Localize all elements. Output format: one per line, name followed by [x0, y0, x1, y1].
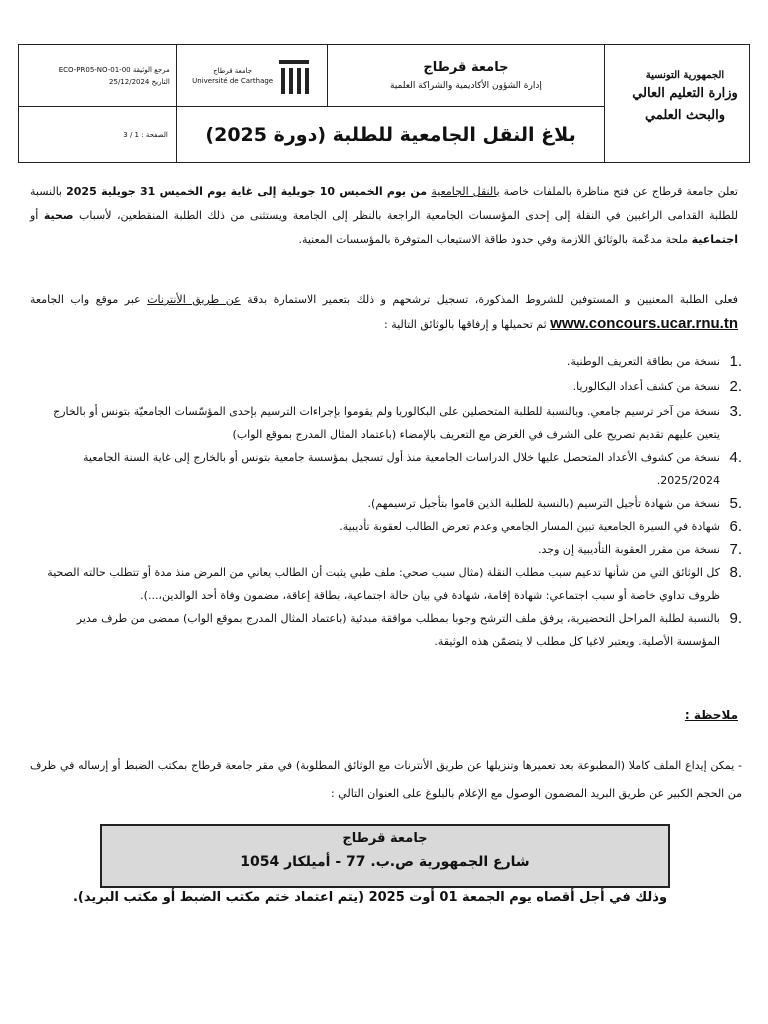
item-number: 1. [729, 353, 742, 370]
date-label: التاريخ [151, 77, 170, 86]
doc-date: 25/12/2024 [109, 77, 150, 86]
columns-icon [277, 56, 311, 96]
item-number: 7. [729, 541, 742, 558]
list-item [30, 400, 742, 446]
intro-link-transfer: بالنقل الجامعية [431, 185, 500, 198]
item-number: 8. [729, 564, 742, 581]
university-cell [327, 45, 605, 107]
list-item [30, 538, 742, 561]
item-text: كل الوثائق التي من شأنها تدعيم سبب مطلب النقلة (مثال سبب صحي: ملف طبي يثبت أن الطالب يعاني من المرض منذ مدة أو تتطلب حالته الصحية ظروف تداوي خاصة أو سبب اجتماعي: شهادة إقامة، شهادة في بيان حالة اجتماعية، بطاقة إعاقة، مضمون وفاة أحد الوالدين،...). [47, 566, 720, 602]
intro-paragraph-1 [30, 180, 738, 252]
intro-paragraph-2 [30, 288, 738, 337]
list-item [30, 607, 742, 653]
page-label: الصفحة [145, 130, 168, 139]
item-text: نسخة من آخر ترسيم جامعي. وبالنسبة للطلبة المتحصلين على البكالوريا ولم يقوموا بإجراءات الترسيم بإحدى المؤسّسات الجامعيّة بتونس أو بالخارج يتعين عليهم تقديم تصريح على الشرف في الغرض مع التعريف بالإمضاء (باعتماد المثال المدرج بموقع الواب) [53, 405, 720, 441]
intro-text: تعلن جامعة قرطاج عن فتح مناظرة بالملفات خاصة [499, 185, 738, 198]
intro2-text-2: عبر موقع واب الجامعة [30, 293, 148, 306]
list-item [30, 446, 742, 492]
item-number: 6. [729, 518, 742, 535]
address-line-2: شارع الجمهورية ص.ب. 77 - أميلكار 1054 [240, 854, 530, 870]
item-number: 9. [729, 610, 742, 627]
intro-dates: من يوم الخميس 10 جويلية إلى غاية يوم الخميس 31 جويلية 2025 [66, 185, 432, 198]
item-number: 2. [729, 378, 742, 395]
list-item [30, 515, 742, 538]
item-text: نسخة من كشوف الأعداد المتحصل عليها خلال الدراسات الجامعية منذ أول تسجيل بمؤسسة جامعية بتونس أو بالخارج إلى غاية السنة الجامعية 2025/2024. [82, 451, 720, 487]
required-documents-list [30, 350, 742, 653]
ministry-block [620, 70, 750, 125]
item-text: شهادة في السيرة الجامعية تبين المسار الجامعي وعدم تعرض الطالب لعقوبة تأديبية. [339, 520, 720, 533]
intro2-text-3: ثم تحميلها و إرفاقها بالوثائق التالية : [384, 318, 551, 331]
university-logo [182, 51, 322, 101]
department-name: إدارة الشؤون الأكاديمية والشراكة العلمية [390, 81, 542, 91]
list-item [30, 350, 742, 373]
list-item [30, 561, 742, 607]
list-item [30, 375, 742, 398]
website-link[interactable]: www.concours.ucar.rnu.tn [550, 315, 738, 332]
page-number: الصفحة : 1 / 3 [19, 107, 177, 163]
intro2-text: فعلى الطلبة المعنيين و المستوفين للشروط المذكورة، تسجيل ترشحهم و ذلك بتعمير الاستمارة بدقة [240, 293, 738, 306]
logo-cell [176, 45, 327, 107]
item-text: نسخة من كشف أعداد البكالوريا. [572, 380, 720, 393]
ref-code: ECO-PR05-NO-01-00 [58, 65, 131, 74]
intro-text-2: بالنسبة للطلبة القدامى الراغبين في النقلة إلى إحدى المؤسسات الجامعية الراجعة بالنظر إلى الجامعة ويستثنى من ذلك الطلبة المنقطعين، لأسباب [30, 185, 738, 222]
intro-text-3: أو [30, 209, 44, 222]
item-text: نسخة من شهادة تأجيل الترسيم (بالنسبة للطلبة الذين قاموا بتأجيل ترسيمهم). [367, 497, 720, 510]
item-number: 4. [729, 449, 742, 466]
item-number: 5. [729, 495, 742, 512]
note-text: - يمكن إيداع الملف كاملا (المطبوعة بعد تعميرها وتنزيلها عن طريق الأنترنات مع الوثائق المطلوبة) في مقر جامعة قرطاج بمكتب الضبط أو إرساله في ظرف من الحجم الكبير عن طريق البريد المضمون الوصول مع الإعلام بالبلوغ على العنوان التالي : [30, 759, 742, 800]
address-line-1: جامعة قرطاج [342, 831, 428, 846]
reason-health: صحية [43, 209, 74, 222]
document-reference [19, 45, 177, 107]
address-box [100, 824, 670, 888]
intro2-internet: عن طريق الأنترنات [147, 293, 241, 306]
logo-french-text: Université de Carthage [192, 76, 274, 85]
republic-name: الجمهورية التونسية [645, 70, 725, 81]
deadline-text: وذلك في أجل أقصاه يوم الجمعة 01 أوت 2025 (يتم اعتماد ختم مكتب الضبط أو مكتب البريد). [72, 890, 668, 905]
note-title: ملاحظة : [684, 708, 738, 722]
item-text: بالنسبة لطلبة المراحل التحضيرية، يرفق ملف الترشح وجوبا بمطلب موافقة مبدئية (باعتماد المثال المدرج بموقع الواب) ممضى من طرف مدير المؤسسة الأصلية. ويعتبر لاغيا كل مطلب لا يتضمّن هذه الوثيقة. [76, 612, 720, 648]
ministry-name-line1: وزارة التعليم العالي [632, 86, 738, 101]
ministry-name-line2: والبحث العلمي [645, 108, 725, 123]
ref-label: مرجع الوثيقة [132, 65, 170, 74]
item-number: 3. [729, 403, 742, 420]
logo-arabic-text: جامعة قرطاج [213, 66, 253, 75]
item-text: نسخة من مقرر العقوبة التأديبية إن وجد. [538, 543, 720, 556]
item-text: نسخة من بطاقة التعريف الوطنية. [566, 355, 720, 368]
intro-text-4: ملحة مدعّمة بالوثائق اللازمة وفي حدود طاقة الاستيعاب المتوفرة بالمؤسسات المعنية. [298, 233, 692, 246]
reason-social: اجتماعية [691, 233, 738, 246]
list-item [30, 492, 742, 515]
document-title: بلاغ النقل الجامعية للطلبة (دورة 2025) [176, 107, 605, 163]
university-name: جامعة قرطاج [423, 60, 509, 75]
page-value: 1 / 3 [123, 130, 140, 139]
